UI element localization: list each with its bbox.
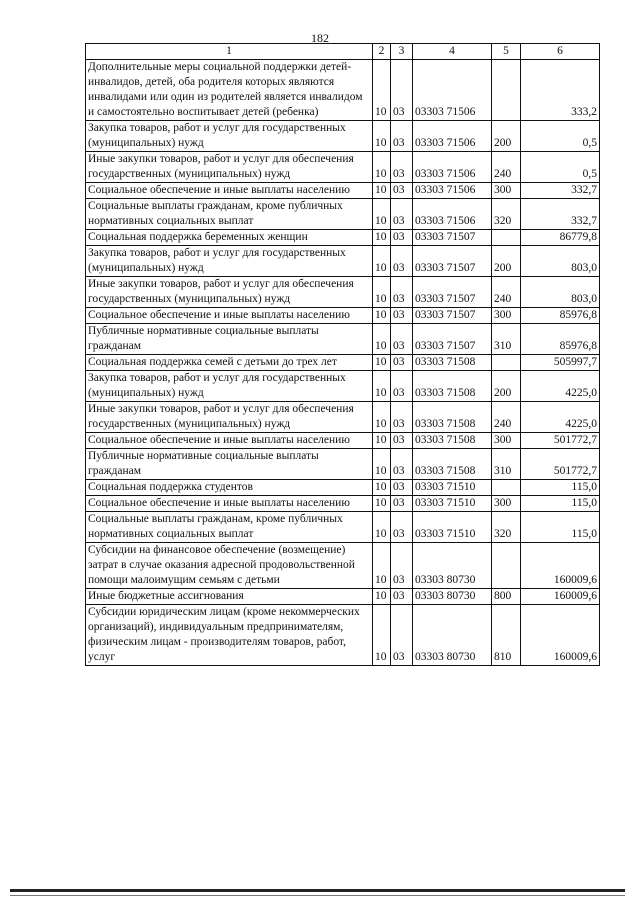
target-article-cell: 03303 71507 <box>413 230 492 246</box>
table-row <box>86 324 600 355</box>
expense-name-cell: Социальное обеспечение и иные выплаты населению <box>86 433 373 449</box>
expense-type-cell <box>492 60 521 121</box>
table-row <box>86 480 600 496</box>
expense-type-cell: 310 <box>492 449 521 480</box>
amount-cell: 332,7 <box>521 183 600 199</box>
target-article-cell: 03303 80730 <box>413 543 492 589</box>
target-article-cell: 03303 71510 <box>413 496 492 512</box>
target-article-cell: 03303 71508 <box>413 371 492 402</box>
target-article-cell: 03303 71506 <box>413 152 492 183</box>
expense-name-cell: Социальная поддержка беременных женщин <box>86 230 373 246</box>
amount-cell: 4225,0 <box>521 402 600 433</box>
target-article-cell: 03303 71508 <box>413 402 492 433</box>
expense-type-cell: 300 <box>492 496 521 512</box>
expense-name-cell: Дополнительные меры социальной поддержки детей-инвалидов, детей, оба родителя которых являются инвалидами или один из родителей является инвалидом и самостоятельно воспитывает детей (ребенка) <box>86 60 373 121</box>
expense-type-cell: 320 <box>492 199 521 230</box>
expense-name-cell: Социальные выплаты гражданам, кроме публичных нормативных социальных выплат <box>86 199 373 230</box>
amount-cell: 4225,0 <box>521 371 600 402</box>
section-code-cell: 10 <box>373 183 391 199</box>
target-article-cell: 03303 71506 <box>413 60 492 121</box>
subsection-code-cell: 03 <box>391 589 413 605</box>
expense-type-cell: 300 <box>492 183 521 199</box>
section-code-cell: 10 <box>373 449 391 480</box>
table-row <box>86 543 600 589</box>
table-row <box>86 199 600 230</box>
amount-cell: 160009,6 <box>521 543 600 589</box>
subsection-code-cell: 03 <box>391 152 413 183</box>
subsection-code-cell: 03 <box>391 512 413 543</box>
section-code-cell: 10 <box>373 199 391 230</box>
expense-type-cell: 300 <box>492 433 521 449</box>
amount-cell: 505997,7 <box>521 355 600 371</box>
table-row <box>86 152 600 183</box>
section-code-cell: 10 <box>373 152 391 183</box>
expense-name-cell: Социальная поддержка семей с детьми до трех лет <box>86 355 373 371</box>
section-code-cell: 10 <box>373 589 391 605</box>
expense-type-cell <box>492 355 521 371</box>
expense-type-cell: 200 <box>492 246 521 277</box>
section-code-cell: 10 <box>373 402 391 433</box>
subsection-code-cell: 03 <box>391 543 413 589</box>
expense-name-cell: Социальное обеспечение и иные выплаты населению <box>86 496 373 512</box>
amount-cell: 85976,8 <box>521 324 600 355</box>
section-code-cell: 10 <box>373 121 391 152</box>
expense-type-cell: 800 <box>492 589 521 605</box>
table-row <box>86 402 600 433</box>
header-col-5: 5 <box>492 44 521 60</box>
expense-type-cell <box>492 230 521 246</box>
amount-cell: 85976,8 <box>521 308 600 324</box>
section-code-cell: 10 <box>373 480 391 496</box>
section-code-cell: 10 <box>373 605 391 666</box>
amount-cell: 86779,8 <box>521 230 600 246</box>
target-article-cell: 03303 71507 <box>413 324 492 355</box>
target-article-cell: 03303 71506 <box>413 183 492 199</box>
expense-name-cell: Иные закупки товаров, работ и услуг для обеспечения государственных (муниципальных) нужд <box>86 402 373 433</box>
subsection-code-cell: 03 <box>391 324 413 355</box>
subsection-code-cell: 03 <box>391 183 413 199</box>
expense-type-cell: 240 <box>492 152 521 183</box>
section-code-cell: 10 <box>373 277 391 308</box>
expense-name-cell: Публичные нормативные социальные выплаты гражданам <box>86 449 373 480</box>
subsection-code-cell: 03 <box>391 355 413 371</box>
scan-edge-line <box>10 889 625 892</box>
expense-name-cell: Субсидии юридическим лицам (кроме некоммерческих организаций), индивидуальным предпринимателям, физическим лицам - производителям товаров, работ, услуг <box>86 605 373 666</box>
table-header-row <box>86 44 600 60</box>
section-code-cell: 10 <box>373 512 391 543</box>
target-article-cell: 03303 71506 <box>413 121 492 152</box>
expense-type-cell: 200 <box>492 121 521 152</box>
target-article-cell: 03303 71510 <box>413 480 492 496</box>
table-row <box>86 355 600 371</box>
expense-type-cell: 310 <box>492 324 521 355</box>
table-row <box>86 277 600 308</box>
table-row <box>86 433 600 449</box>
expense-name-cell: Закупка товаров, работ и услуг для государственных (муниципальных) нужд <box>86 121 373 152</box>
expense-name-cell: Социальное обеспечение и иные выплаты населению <box>86 183 373 199</box>
header-col-3: 3 <box>391 44 413 60</box>
amount-cell: 0,5 <box>521 152 600 183</box>
expense-name-cell: Субсидии на финансовое обеспечение (возмещение) затрат в случае оказания адресной продовольственной помощи малоимущим семьям с детьми <box>86 543 373 589</box>
expense-name-cell: Социальные выплаты гражданам, кроме публичных нормативных социальных выплат <box>86 512 373 543</box>
table-row <box>86 589 600 605</box>
expense-type-cell: 240 <box>492 402 521 433</box>
amount-cell: 160009,6 <box>521 589 600 605</box>
expense-name-cell: Закупка товаров, работ и услуг для государственных (муниципальных) нужд <box>86 371 373 402</box>
section-code-cell: 10 <box>373 60 391 121</box>
subsection-code-cell: 03 <box>391 121 413 152</box>
amount-cell: 501772,7 <box>521 449 600 480</box>
subsection-code-cell: 03 <box>391 402 413 433</box>
subsection-code-cell: 03 <box>391 449 413 480</box>
section-code-cell: 10 <box>373 371 391 402</box>
table-row <box>86 371 600 402</box>
table-row <box>86 60 600 121</box>
expense-type-cell <box>492 480 521 496</box>
expense-type-cell: 200 <box>492 371 521 402</box>
expense-name-cell: Социальное обеспечение и иные выплаты населению <box>86 308 373 324</box>
table-row <box>86 605 600 666</box>
table-row <box>86 512 600 543</box>
amount-cell: 115,0 <box>521 512 600 543</box>
target-article-cell: 03303 80730 <box>413 589 492 605</box>
subsection-code-cell: 03 <box>391 308 413 324</box>
section-code-cell: 10 <box>373 324 391 355</box>
table-row <box>86 121 600 152</box>
table-row <box>86 183 600 199</box>
section-code-cell: 10 <box>373 246 391 277</box>
amount-cell: 115,0 <box>521 480 600 496</box>
table-row <box>86 308 600 324</box>
amount-cell: 803,0 <box>521 277 600 308</box>
section-code-cell: 10 <box>373 355 391 371</box>
target-article-cell: 03303 71507 <box>413 308 492 324</box>
amount-cell: 803,0 <box>521 246 600 277</box>
target-article-cell: 03303 71510 <box>413 512 492 543</box>
target-article-cell: 03303 71506 <box>413 199 492 230</box>
expense-name-cell: Закупка товаров, работ и услуг для государственных (муниципальных) нужд <box>86 246 373 277</box>
expense-name-cell: Иные закупки товаров, работ и услуг для обеспечения государственных (муниципальных) нужд <box>86 152 373 183</box>
header-col-2: 2 <box>373 44 391 60</box>
target-article-cell: 03303 71507 <box>413 246 492 277</box>
section-code-cell: 10 <box>373 230 391 246</box>
subsection-code-cell: 03 <box>391 496 413 512</box>
expense-name-cell: Иные закупки товаров, работ и услуг для обеспечения государственных (муниципальных) нужд <box>86 277 373 308</box>
expense-type-cell: 810 <box>492 605 521 666</box>
target-article-cell: 03303 71508 <box>413 355 492 371</box>
scan-edge-line-thin <box>10 895 625 896</box>
expense-type-cell: 240 <box>492 277 521 308</box>
expense-type-cell: 300 <box>492 308 521 324</box>
section-code-cell: 10 <box>373 543 391 589</box>
section-code-cell: 10 <box>373 308 391 324</box>
amount-cell: 115,0 <box>521 496 600 512</box>
target-article-cell: 03303 80730 <box>413 605 492 666</box>
amount-cell: 160009,6 <box>521 605 600 666</box>
subsection-code-cell: 03 <box>391 199 413 230</box>
target-article-cell: 03303 71508 <box>413 433 492 449</box>
section-code-cell: 10 <box>373 433 391 449</box>
subsection-code-cell: 03 <box>391 277 413 308</box>
table-row <box>86 246 600 277</box>
subsection-code-cell: 03 <box>391 246 413 277</box>
section-code-cell: 10 <box>373 496 391 512</box>
expense-name-cell: Социальная поддержка студентов <box>86 480 373 496</box>
header-col-6: 6 <box>521 44 600 60</box>
page-number: 182 <box>311 31 329 45</box>
subsection-code-cell: 03 <box>391 433 413 449</box>
table-row <box>86 230 600 246</box>
table-row <box>86 449 600 480</box>
table-row <box>86 496 600 512</box>
subsection-code-cell: 03 <box>391 230 413 246</box>
subsection-code-cell: 03 <box>391 605 413 666</box>
subsection-code-cell: 03 <box>391 480 413 496</box>
budget-table <box>85 43 600 666</box>
target-article-cell: 03303 71507 <box>413 277 492 308</box>
expense-name-cell: Публичные нормативные социальные выплаты гражданам <box>86 324 373 355</box>
expense-name-cell: Иные бюджетные ассигнования <box>86 589 373 605</box>
header-col-4: 4 <box>413 44 492 60</box>
expense-type-cell <box>492 543 521 589</box>
expense-type-cell: 320 <box>492 512 521 543</box>
subsection-code-cell: 03 <box>391 371 413 402</box>
amount-cell: 332,7 <box>521 199 600 230</box>
amount-cell: 333,2 <box>521 60 600 121</box>
amount-cell: 501772,7 <box>521 433 600 449</box>
header-col-1: 1 <box>86 44 373 60</box>
amount-cell: 0,5 <box>521 121 600 152</box>
subsection-code-cell: 03 <box>391 60 413 121</box>
target-article-cell: 03303 71508 <box>413 449 492 480</box>
